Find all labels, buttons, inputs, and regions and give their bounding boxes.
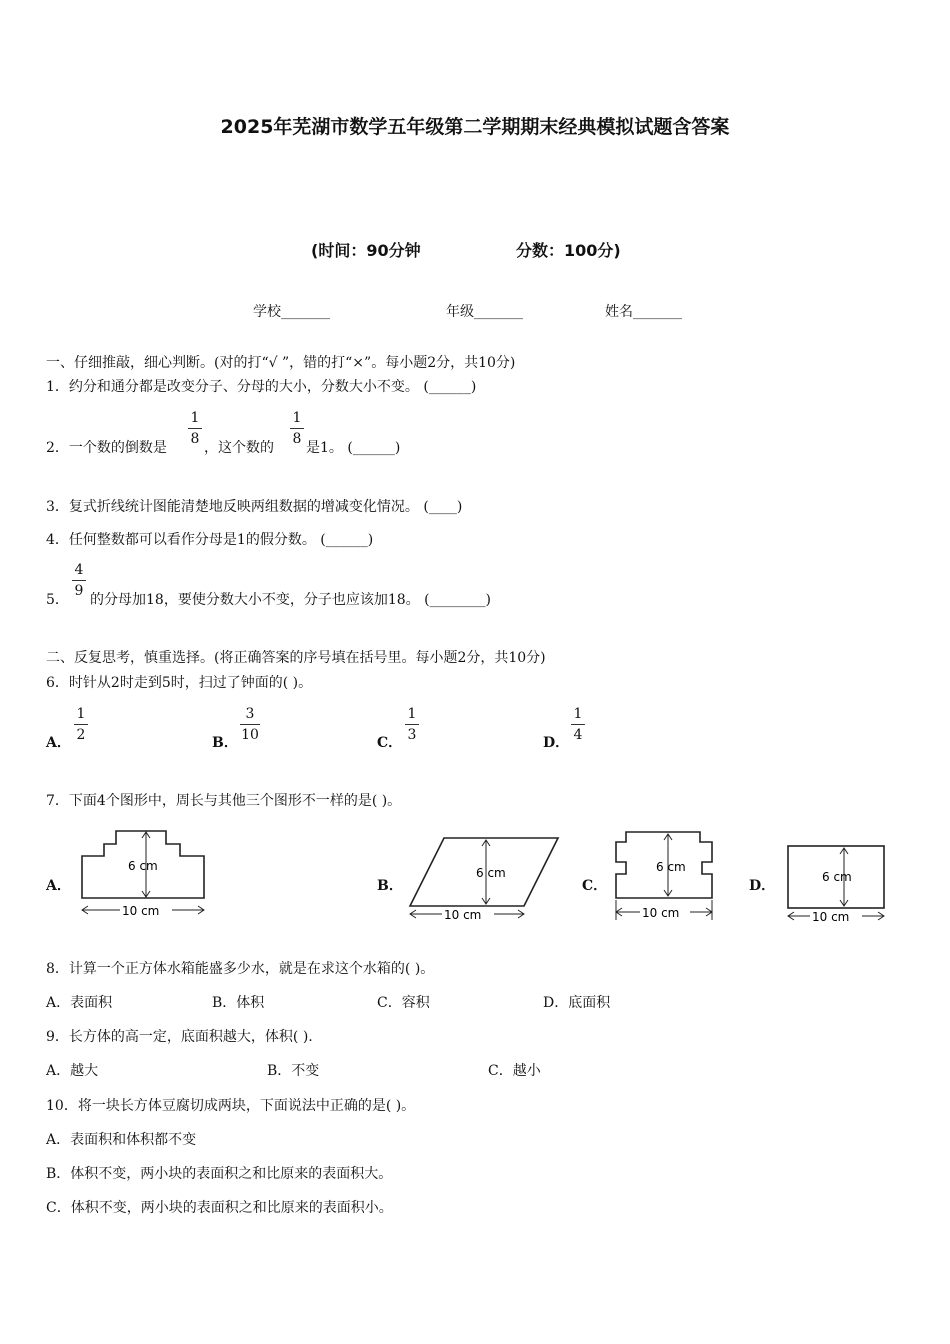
width-label: 10 cm <box>642 906 680 920</box>
width-label: 10 cm <box>444 908 482 922</box>
height-label: 6 cm <box>822 870 852 884</box>
q7-option-c[interactable]: C． <box>582 878 608 894</box>
figure-notched-shape <box>606 826 726 924</box>
fraction-numerator: 1 <box>76 706 86 722</box>
q9-option-a[interactable]: A．越大 <box>46 1063 99 1079</box>
question-4: 4．任何整数都可以看作分母是1的假分数。 (______) <box>46 532 374 548</box>
question-5-prefix: 5． <box>46 592 69 608</box>
q8-option-a[interactable]: A．表面积 <box>46 995 113 1011</box>
question-6: 6．时针从2时走到5时，扫过了钟面的( )。 <box>46 675 313 691</box>
question-8: 8．计算一个正方体水箱能盛多少水，就是在求这个水箱的( )。 <box>46 961 435 977</box>
q10-option-c[interactable]: C．体积不变，两小块的表面积之和比原来的表面积小。 <box>46 1200 393 1216</box>
height-label: 6 cm <box>128 859 158 873</box>
height-label: 6 cm <box>656 860 686 874</box>
q6-option-a[interactable]: A． <box>46 735 71 751</box>
section1-heading: 一、仔细推敲，细心判断。(对的打“√ ”，错的打“×”。每小题2分，共10分) <box>46 355 516 371</box>
question-10: 10．将一块长方体豆腐切成两块，下面说法中正确的是( )。 <box>46 1098 416 1114</box>
fraction-numerator: 1 <box>573 706 583 722</box>
figure-rectangle <box>782 836 894 926</box>
section2-heading: 二、反复思考，慎重选择。(将正确答案的序号填在括号里。每小题2分，共10分) <box>46 650 546 666</box>
question-3: 3．复式折线统计图能清楚地反映两组数据的增减变化情况。 (____) <box>46 499 463 515</box>
q6-option-c[interactable]: C． <box>377 735 403 751</box>
name-field[interactable]: 姓名_______ <box>605 304 682 320</box>
fraction-denominator: 4 <box>573 727 583 743</box>
question-9: 9．长方体的高一定，底面积越大，体积( ). <box>46 1029 313 1045</box>
q7-option-a[interactable]: A． <box>46 878 71 894</box>
question-1: 1．约分和通分都是改变分子、分母的大小，分数大小不变。 (______) <box>46 379 477 395</box>
q6-option-b[interactable]: B． <box>212 735 238 751</box>
question-2-prefix: 2．一个数的倒数是 <box>46 440 167 456</box>
question-2-suffix: 是1。 (______) <box>306 440 401 456</box>
fraction-numerator: 3 <box>245 706 255 722</box>
q6-option-a-fraction <box>74 706 88 743</box>
q10-option-a[interactable]: A．表面积和体积都不变 <box>46 1132 197 1148</box>
fraction-denominator: 2 <box>76 727 86 743</box>
exam-time: (时间：90分钟 <box>311 241 421 260</box>
question-5-suffix: 的分母加18，要使分数大小不变，分子也应该加18。 (________) <box>90 592 492 608</box>
figure-parallelogram <box>406 834 566 926</box>
q6-option-d[interactable]: D． <box>543 735 570 751</box>
q6-option-d-fraction <box>571 706 585 743</box>
fraction-one-eighth <box>188 410 202 447</box>
fraction-one-eighth-2 <box>290 410 304 447</box>
grade-field[interactable]: 年级_______ <box>446 304 523 320</box>
fraction-four-ninths <box>72 562 86 599</box>
fraction-denominator: 9 <box>74 583 84 599</box>
fraction-numerator: 1 <box>407 706 417 722</box>
fraction-numerator: 1 <box>292 410 302 426</box>
q8-option-d[interactable]: D．底面积 <box>543 995 611 1011</box>
question-2-middle: ，这个数的 <box>204 440 274 456</box>
q10-option-b[interactable]: B．体积不变，两小块的表面积之和比原来的表面积大。 <box>46 1166 393 1182</box>
exam-score: 分数：100分) <box>516 241 621 260</box>
q6-option-c-fraction <box>405 706 419 743</box>
q8-option-b[interactable]: B．体积 <box>212 995 265 1011</box>
page-title: 2025年芜湖市数学五年级第二学期期末经典模拟试题含答案 <box>220 116 730 138</box>
q7-option-d[interactable]: D． <box>749 878 776 894</box>
question-7: 7．下面4个图形中，周长与其他三个图形不一样的是( )。 <box>46 793 402 809</box>
q6-option-b-fraction <box>240 706 260 743</box>
fraction-numerator: 4 <box>74 562 84 578</box>
fraction-denominator: 8 <box>292 431 302 447</box>
fraction-denominator: 10 <box>241 727 259 743</box>
fraction-denominator: 3 <box>407 727 417 743</box>
q8-option-c[interactable]: C．容积 <box>377 995 430 1011</box>
width-label: 10 cm <box>812 910 850 924</box>
width-label: 10 cm <box>122 904 160 918</box>
fraction-denominator: 8 <box>190 431 200 447</box>
height-label: 6 cm <box>476 866 506 880</box>
school-field[interactable]: 学校_______ <box>253 304 330 320</box>
figure-stepped-shape <box>76 826 216 922</box>
fraction-numerator: 1 <box>190 410 200 426</box>
q9-option-c[interactable]: C．越小 <box>488 1063 541 1079</box>
q7-option-b[interactable]: B． <box>377 878 403 894</box>
q9-option-b[interactable]: B．不变 <box>267 1063 320 1079</box>
